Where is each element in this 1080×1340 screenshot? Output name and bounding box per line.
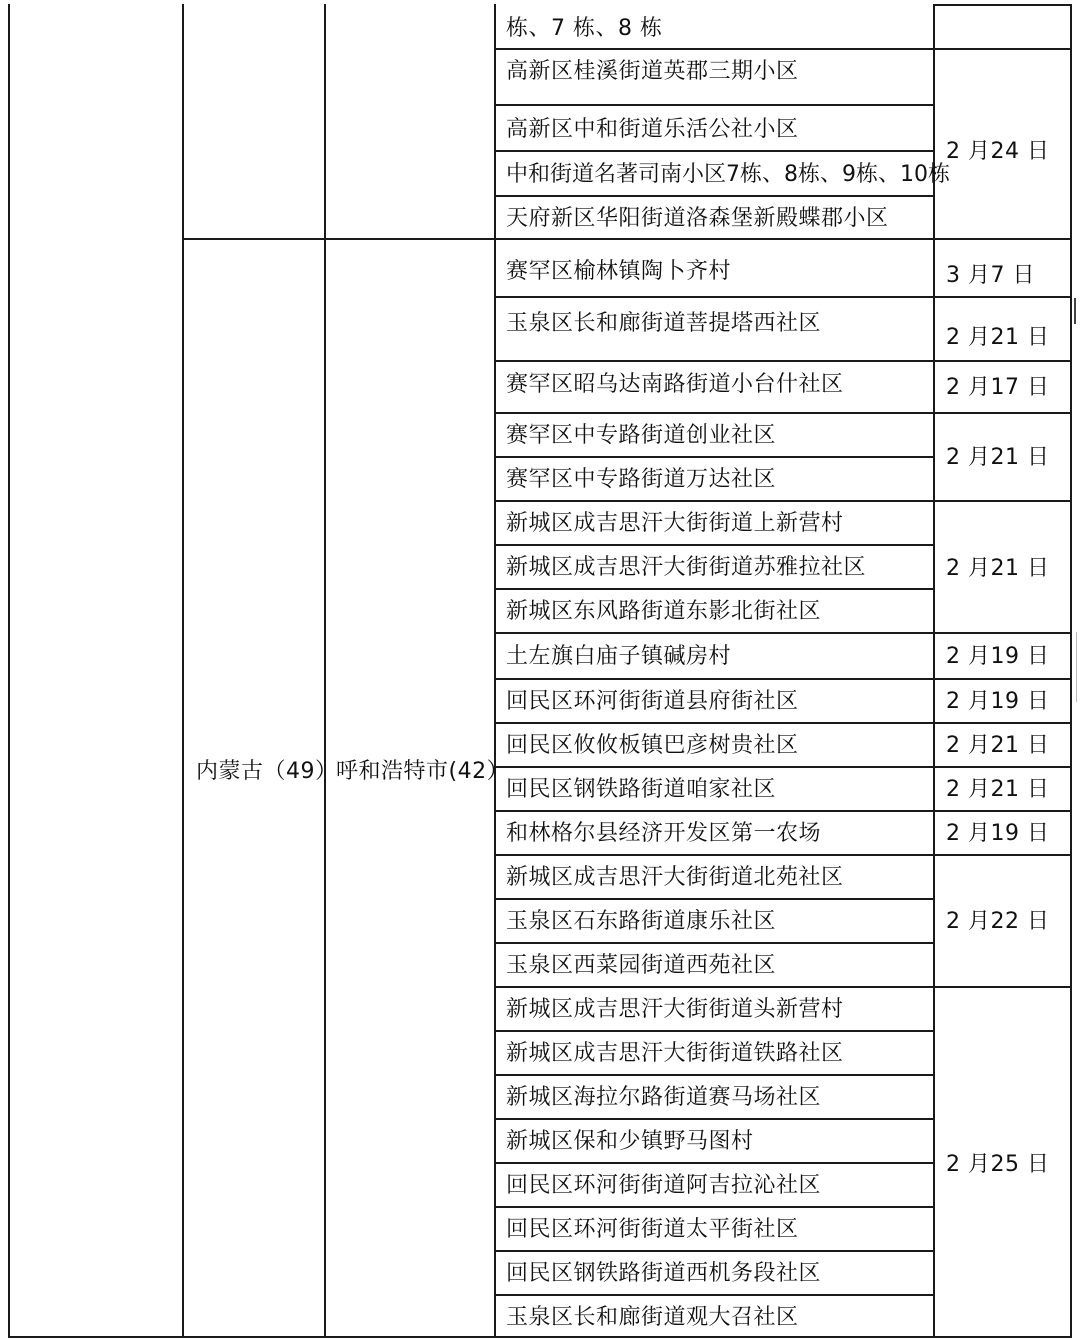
row-line [494,854,934,856]
date-line [933,766,1071,768]
location-cell: 栋、7 栋、8 栋 [506,16,663,41]
date-cell: 2 月21 日 [946,325,1050,350]
row-line [494,588,934,590]
location-cell: 玉泉区石东路街道康乐社区 [506,909,777,934]
edge-mark [1074,298,1076,324]
table-border-left [8,4,10,1338]
location-cell: 赛罕区中专路街道万达社区 [506,467,777,492]
location-cell: 高新区中和街道乐活公社小区 [506,117,799,142]
location-cell: 玉泉区长和廊街道观大召社区 [506,1305,799,1330]
row-line [494,296,934,298]
date-cell: 2 月19 日 [946,689,1050,714]
date-line [933,360,1071,362]
location-cell: 赛罕区昭乌达南路街道小台什社区 [506,372,844,397]
date-cell: 2 月24 日 [946,139,1050,164]
date-line [933,986,1071,988]
date-cell: 2 月21 日 [946,777,1050,802]
date-line [933,296,1071,298]
row-line [494,544,934,546]
location-cell: 回民区钢铁路街道咱家社区 [506,777,777,802]
row-line [494,632,934,634]
location-cell: 新城区成吉思汗大街街道铁路社区 [506,1041,844,1066]
location-cell: 新城区海拉尔路街道赛马场社区 [506,1085,822,1110]
row-line [494,722,934,724]
row-line [494,48,934,50]
row-line [494,500,934,502]
location-cell: 中和街道名著司南小区7栋、8栋、9栋、10栋 [506,162,950,187]
row-line [494,986,934,988]
date-line [933,810,1071,812]
date-line [933,238,1071,240]
location-cell: 高新区桂溪街道英郡三期小区 [506,59,799,84]
row-line [494,766,934,768]
location-cell: 新城区成吉思汗大街街道上新营村 [506,511,844,536]
row-line [494,898,934,900]
date-cell: 2 月21 日 [946,733,1050,758]
row-line [494,1030,934,1032]
row-line [494,104,934,106]
location-cell: 回民区环河街街道县府街社区 [506,689,799,714]
date-line [933,412,1071,414]
date-line [933,678,1071,680]
row-line [494,942,934,944]
date-cell: 2 月22 日 [946,909,1050,934]
date-line [933,632,1071,634]
location-cell: 赛罕区榆林镇陶卜齐村 [506,259,732,284]
location-cell: 回民区环河街街道阿吉拉沁社区 [506,1173,822,1198]
location-cell: 回民区环河街街道太平街社区 [506,1217,799,1242]
location-cell: 新城区保和少镇野马图村 [506,1129,754,1154]
location-cell: 回民区攸攸板镇巴彦树贵社区 [506,733,799,758]
date-cell: 2 月17 日 [946,375,1050,400]
row-line [494,1294,934,1296]
province-cell: 内蒙古（49） [196,759,338,784]
location-cell: 天府新区华阳街道洛森堡新殿蝶郡小区 [506,206,889,231]
date-cell: 2 月25 日 [946,1152,1050,1177]
column-divider-province [182,4,184,1338]
edge-mark [1076,632,1077,702]
column-divider-city [324,4,326,1338]
date-line [933,500,1071,502]
row-line [494,150,934,152]
row-line [494,1074,934,1076]
location-cell: 土左旗白庙子镇碱房村 [506,644,732,669]
location-cell: 新城区成吉思汗大街街道苏雅拉社区 [506,555,867,580]
row-line [494,1206,934,1208]
date-line [933,854,1071,856]
location-cell: 赛罕区中专路街道创业社区 [506,423,777,448]
column-divider-location [494,4,496,1338]
row-line [494,195,934,197]
row-line [182,238,934,240]
date-line [933,48,1071,50]
row-line [494,412,934,414]
location-cell: 玉泉区西菜园街道西苑社区 [506,953,777,978]
row-line [494,1118,934,1120]
table-border-right [1070,4,1072,1338]
date-line [933,4,1071,6]
date-cell: 2 月21 日 [946,445,1050,470]
table-border-bottom [8,1336,1071,1338]
row-line [494,360,934,362]
date-cell: 3 月7 日 [946,263,1035,288]
location-cell: 和林格尔县经济开发区第一农场 [506,821,822,846]
date-line [933,722,1071,724]
row-line [494,1250,934,1252]
location-cell: 回民区钢铁路街道西机务段社区 [506,1261,822,1286]
row-line [494,456,934,458]
column-divider-date [933,4,935,1338]
row-line [494,1162,934,1164]
row-line [494,678,934,680]
date-cell: 2 月19 日 [946,821,1050,846]
location-cell: 新城区成吉思汗大街街道北苑社区 [506,865,844,890]
location-cell: 新城区成吉思汗大街街道头新营村 [506,997,844,1022]
date-cell: 2 月19 日 [946,644,1050,669]
location-cell: 玉泉区长和廊街道菩提塔西社区 [506,311,822,336]
date-cell: 2 月21 日 [946,556,1050,581]
city-cell: 呼和浩特市(42） [336,759,510,784]
location-cell: 新城区东风路街道东影北街社区 [506,599,822,624]
row-line [494,810,934,812]
